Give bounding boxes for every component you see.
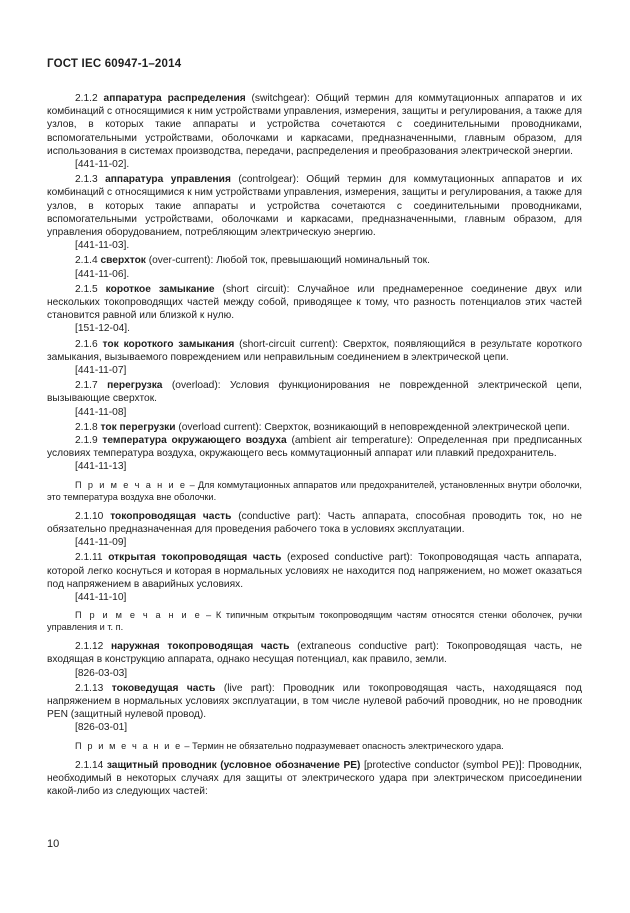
- definition-paragraph: [47, 379, 582, 405]
- note-paragraph: [47, 609, 582, 633]
- iec-reference: [441-11-06].: [75, 268, 130, 280]
- definition-paragraph: [47, 551, 582, 591]
- clause-number: 2.1.6: [75, 338, 98, 350]
- term-name: защитный проводник (условное обозначение PE): [106, 759, 361, 771]
- iec-reference: [441-11-03].: [75, 240, 130, 252]
- note-label: П р и м е ч а н и е: [75, 610, 202, 621]
- term-name: наружная токопроводящая часть: [111, 641, 290, 653]
- clause-number: 2.1.13: [75, 682, 104, 694]
- definition-text: [protective conductor (symbol PE)]: Проводник, необходимый в некоторых случаях для защиты от электрического удара при электрическом присоединении какой-либо из следующих частей:: [47, 759, 582, 797]
- iec-reference: [441-11-08]: [75, 406, 127, 418]
- definition-paragraph: [47, 510, 582, 536]
- note-text: – Термин не обязательно подразумевает опасность электрического удара.: [181, 740, 504, 751]
- note-paragraph: [47, 479, 582, 503]
- definition-text: (switchgear): Общий термин для коммутационных аппаратов и их комбинаций с относящимися к ним устройствами управления, измерения, защиты и регулирования, а также для узлов, в которых такие аппараты и устройства сочетаются с соединительными проводниками, вспомогательными устройствами, оболочками и каркасами, предназначенными, главным образом, для использования в системах производства, передачи, распределения и преобразования электрической энергии.: [47, 93, 582, 157]
- definition-text: (extraneous conductive part): Токопроводящая часть, не входящая в конструкцию аппарата, однако несущая потенциал, как правило, земли.: [47, 641, 582, 666]
- definition-text: (conductive part): Часть аппарата, способная проводить ток, но не обязательно предназначенная для проведения рабочего тока в условиях эксплуатации.: [47, 510, 582, 535]
- definition-text: (exposed conductive part): Токопроводящая часть аппарата, которой легко коснуться и которая в нормальных условиях не находится под напряжением, но может оказаться под напряжением в аварийных условиях.: [47, 552, 582, 590]
- document-header: ГОСТ IEC 60947-1–2014: [47, 58, 182, 70]
- term-name: перегрузка: [107, 380, 163, 392]
- definition-paragraph: [47, 283, 582, 323]
- term-name: открытая токопроводящая часть: [108, 552, 282, 564]
- definition-paragraph: [47, 254, 582, 267]
- iec-reference: [826-03-01]: [75, 722, 128, 734]
- clause-number: 2.1.3: [75, 174, 98, 186]
- iec-reference: [441-11-13]: [75, 461, 127, 473]
- term-name: токопроводящая часть: [110, 510, 232, 522]
- page-number: 10: [47, 838, 60, 850]
- iec-reference: [826-03-03]: [75, 667, 128, 679]
- clause-number: 2.1.12: [75, 641, 104, 653]
- clause-number: 2.1.5: [75, 283, 98, 295]
- definition-paragraph: [47, 421, 582, 434]
- note-paragraph: [47, 740, 582, 752]
- note-label: П р и м е ч а н и е: [75, 479, 187, 490]
- definition-text: (live part): Проводник или токопроводящая часть, находящаяся под напряжением в нормальных условиях эксплуатации, в том числе нулевой рабочий проводник, но не проводник PEN (защитный нулевой провод).: [47, 682, 582, 721]
- clause-number: 2.1.11: [75, 552, 103, 564]
- iec-reference: [441-11-09]: [75, 537, 127, 549]
- definition-text: (ambient air temperature): Определенная при предписанных условиях температура воздуха, окружающего весь коммутационный аппарат или плавкий предохранитель.: [47, 435, 583, 460]
- definition-paragraph: [47, 434, 582, 460]
- definition-text: (over-current): Любой ток, превышающий номинальный ток.: [145, 255, 430, 267]
- definition-paragraph: [47, 338, 582, 364]
- iec-reference: [441-11-02].: [75, 159, 130, 171]
- definition-text: (short-circuit current): Сверхток, появляющийся в результате короткого замыкания, вызываемого повреждением или неправильным соединением в электрической цепи.: [47, 338, 582, 363]
- term-name: аппаратура управления: [105, 174, 231, 186]
- note-text: – К типичным открытым токопроводящим частям относятся стенки оболочек, ручки управления и т. п.: [47, 610, 582, 633]
- document-body: [47, 92, 582, 798]
- term-name: ток перегрузки: [100, 421, 176, 433]
- term-name: токоведущая часть: [111, 682, 216, 694]
- term-name: температура окружающего воздуха: [102, 435, 287, 447]
- note-label: П р и м е ч а н и е: [75, 740, 182, 751]
- term-name: ток короткого замыкания: [102, 338, 235, 350]
- definition-paragraph: [47, 640, 582, 666]
- term-name: сверхток: [100, 255, 146, 267]
- iec-reference: [151-12-04].: [75, 323, 130, 335]
- term-name: аппаратура распределения: [103, 93, 246, 104]
- clause-number: 2.1.10: [75, 510, 104, 522]
- definition-text: (controlgear): Общий термин для коммутационных аппаратов и их комбинаций с относящимися к ним устройствами управления, измерения, защиты и регулирования, а также для узлов, в которых такие аппараты и устройства сочетаются с соединительными проводниками, вспомогательными устройствами, оболочками и каркасами, предназначенными, главным образом, для управления оборудованием, потребляющим электрическую энергию.: [47, 174, 582, 239]
- definition-text: (short circuit): Случайное или преднамеренное соединение двух или нескольких токопроводящих частей между собой, приводящее к тому, что разность потенциалов этих частей становится равной или близкой к нулю.: [47, 283, 582, 322]
- definition-paragraph: [47, 173, 582, 239]
- definition-paragraph: [47, 92, 582, 158]
- term-name: короткое замыкание: [105, 283, 215, 295]
- clause-number: 2.1.7: [75, 380, 98, 392]
- clause-number: 2.1.8: [75, 421, 98, 433]
- note-text: – Для коммутационных аппаратов или предохранителей, установленных внутри оболочки, это температура воздуха вне оболочки.: [47, 479, 582, 502]
- clause-number: 2.1.2: [75, 93, 98, 104]
- iec-reference: [441-11-07]: [75, 365, 127, 377]
- clause-number: 2.1.4: [75, 255, 98, 267]
- clause-number: 2.1.9: [75, 435, 98, 447]
- iec-reference: [441-11-10]: [75, 591, 127, 603]
- definition-text: (overload): Условия функционирования не поврежденной электрической цепи, вызывающие сверхток.: [47, 380, 582, 405]
- definition-text: (overload current): Сверхток, возникающий в неповрежденной электрической цепи.: [175, 421, 570, 433]
- definition-paragraph: [47, 759, 582, 799]
- definition-paragraph: [47, 682, 582, 722]
- clause-number: 2.1.14: [75, 759, 104, 771]
